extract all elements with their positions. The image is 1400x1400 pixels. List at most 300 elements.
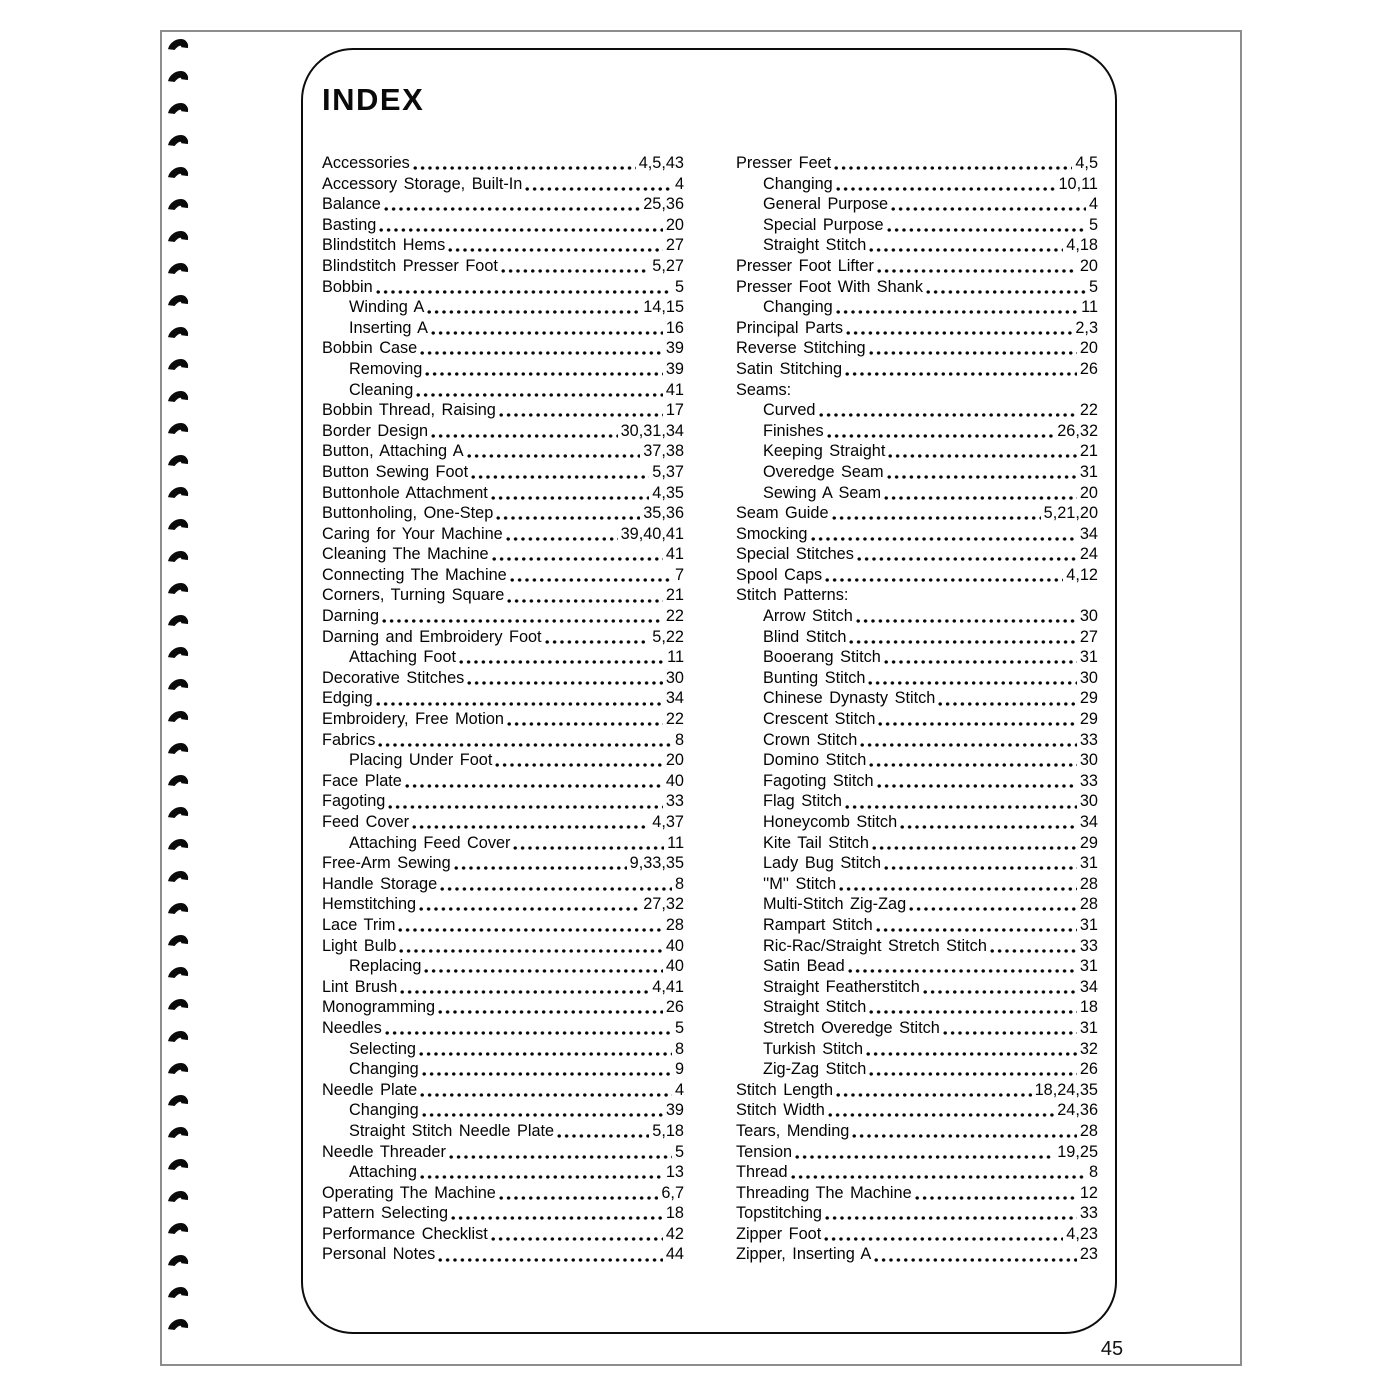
dot-leader xyxy=(852,1134,1077,1138)
entry-page-numbers: 20 xyxy=(665,751,684,770)
entry-label: Threading The Machine xyxy=(736,1183,912,1202)
entry-label: Lint Brush xyxy=(322,977,398,996)
dot-leader xyxy=(471,475,649,479)
spiral-coil-icon xyxy=(164,1123,192,1150)
index-entry xyxy=(322,483,684,504)
spiral-coil-icon xyxy=(164,227,192,254)
dot-leader xyxy=(884,866,1077,870)
entry-label: Personal Notes xyxy=(322,1245,436,1264)
dot-leader xyxy=(836,310,1078,314)
dot-leader xyxy=(499,1196,659,1200)
dot-leader xyxy=(791,1175,1086,1179)
entry-page-numbers: 44 xyxy=(665,1245,684,1264)
entry-label: Multi-Stitch Zig-Zag xyxy=(763,895,907,914)
dot-leader xyxy=(420,1175,663,1179)
entry-page-numbers: 4 xyxy=(674,1080,684,1099)
entry-page-numbers: 8 xyxy=(1088,1163,1098,1182)
index-entry xyxy=(322,1039,684,1060)
entry-label: Inserting A xyxy=(349,318,428,337)
page-number: 45 xyxy=(1100,1338,1124,1360)
spiral-coil-icon xyxy=(164,387,192,414)
entry-label: Changing xyxy=(763,298,833,317)
entry-page-numbers: 23 xyxy=(1079,1245,1098,1264)
entry-label: Turkish Stitch xyxy=(763,1039,864,1058)
entry-label: Fagoting xyxy=(322,792,386,811)
dot-leader xyxy=(877,269,1077,273)
index-entry xyxy=(322,215,684,236)
dot-leader xyxy=(388,805,663,809)
entry-label: Stitch Length xyxy=(736,1080,834,1099)
index-entry xyxy=(322,544,684,565)
dot-leader xyxy=(438,1258,663,1262)
entry-label: Kite Tail Stitch xyxy=(763,833,869,852)
index-entry xyxy=(736,380,1098,401)
entry-label: Zig-Zag Stitch xyxy=(763,1060,867,1079)
entry-label: Fabrics xyxy=(322,730,376,749)
dot-leader xyxy=(872,846,1077,850)
dot-leader xyxy=(869,248,1063,252)
entry-label: Straight Stitch xyxy=(763,236,867,255)
entry-label: Tears, Mending xyxy=(736,1121,850,1140)
entry-label: Darning and Embroidery Foot xyxy=(322,627,542,646)
spiral-coil-icon xyxy=(164,1251,192,1278)
entry-label: Finishes xyxy=(763,421,824,440)
dot-leader xyxy=(884,496,1077,500)
entry-label: Basting xyxy=(322,215,377,234)
index-entry xyxy=(736,297,1098,318)
entry-page-numbers: 39 xyxy=(665,339,684,358)
entry-page-numbers: 31 xyxy=(1079,957,1098,976)
entry-label: Lace Trim xyxy=(322,915,396,934)
dot-leader xyxy=(425,372,663,376)
index-entry xyxy=(322,1059,684,1080)
index-entry xyxy=(322,894,684,915)
dot-leader xyxy=(440,887,672,891)
spiral-coil-icon xyxy=(164,1315,192,1342)
entry-page-numbers: 5 xyxy=(674,277,684,296)
entry-page-numbers: 26 xyxy=(1079,359,1098,378)
spiral-coil-icon xyxy=(164,515,192,542)
entry-page-numbers: 34 xyxy=(665,689,684,708)
dot-leader xyxy=(888,454,1076,458)
dot-leader xyxy=(438,1010,663,1014)
dot-leader xyxy=(926,290,1086,294)
entry-label: Removing xyxy=(349,359,423,378)
entry-page-numbers: 18,24,35 xyxy=(1034,1080,1098,1099)
dot-leader xyxy=(427,310,640,314)
entry-label: Buttonhole Attachment xyxy=(322,483,488,502)
index-entry xyxy=(322,359,684,380)
spiral-coil-icon xyxy=(164,291,192,318)
entry-page-numbers: 29 xyxy=(1079,710,1098,729)
entry-page-numbers: 22 xyxy=(665,710,684,729)
entry-page-numbers: 5,27 xyxy=(652,256,684,275)
dot-leader xyxy=(491,1237,663,1241)
index-entry xyxy=(736,853,1098,874)
index-entry xyxy=(736,1121,1098,1142)
entry-label: Presser Foot With Shank xyxy=(736,277,923,296)
entry-page-numbers: 5 xyxy=(674,1018,684,1037)
entry-label: Zipper Foot xyxy=(736,1224,822,1243)
entry-label: Straight Stitch Needle Plate xyxy=(349,1121,555,1140)
index-entry xyxy=(322,235,684,256)
entry-page-numbers: 26 xyxy=(665,998,684,1017)
entry-page-numbers: 40 xyxy=(665,936,684,955)
entry-label: Fagoting Stitch xyxy=(763,771,874,790)
spiral-coil-icon xyxy=(164,1027,192,1054)
dot-leader xyxy=(909,907,1077,911)
dot-leader xyxy=(376,702,663,706)
index-entry xyxy=(736,483,1098,504)
entry-page-numbers: 22 xyxy=(1079,401,1098,420)
index-entry xyxy=(736,1162,1098,1183)
entry-page-numbers: 4,23 xyxy=(1066,1224,1098,1243)
entry-page-numbers: 18 xyxy=(1079,998,1098,1017)
dot-leader xyxy=(510,578,672,582)
index-entry xyxy=(736,688,1098,709)
dot-leader xyxy=(379,228,663,232)
spiral-coil-icon xyxy=(164,931,192,958)
dot-leader xyxy=(878,722,1076,726)
entry-label: Edging xyxy=(322,689,373,708)
entry-label: Bobbin xyxy=(322,277,373,296)
entry-page-numbers: 40 xyxy=(665,957,684,976)
index-entry xyxy=(322,997,684,1018)
spiral-coil-icon xyxy=(164,419,192,446)
entry-label: Zipper, Inserting A xyxy=(736,1245,872,1264)
spiral-coil-icon xyxy=(164,707,192,734)
dot-leader xyxy=(824,1237,1063,1241)
index-entry xyxy=(322,194,684,215)
entry-page-numbers: 6,7 xyxy=(661,1183,684,1202)
entry-page-numbers: 27 xyxy=(665,236,684,255)
index-entry xyxy=(322,1183,684,1204)
entry-page-numbers: 8 xyxy=(674,1039,684,1058)
entry-page-numbers: 11 xyxy=(667,648,684,667)
spiral-coil-icon xyxy=(164,1091,192,1118)
entry-page-numbers: 31 xyxy=(1079,915,1098,934)
index-entry xyxy=(322,627,684,648)
entry-page-numbers: 33 xyxy=(1079,1204,1098,1223)
entry-label: Attaching Foot xyxy=(349,648,456,667)
dot-leader xyxy=(923,990,1077,994)
entry-label: Presser Feet xyxy=(736,154,832,172)
dot-leader xyxy=(990,949,1077,953)
dot-leader xyxy=(876,928,1077,932)
dot-leader xyxy=(825,578,1063,582)
entry-label: Light Bulb xyxy=(322,936,397,955)
dot-leader xyxy=(422,1113,663,1117)
dot-leader xyxy=(422,1072,672,1076)
dot-leader xyxy=(506,537,618,541)
entry-page-numbers: 5,22 xyxy=(652,627,684,646)
index-entry xyxy=(322,380,684,401)
dot-leader xyxy=(499,413,663,417)
spiral-coil-icon xyxy=(164,995,192,1022)
dot-leader xyxy=(507,722,663,726)
index-entry xyxy=(322,647,684,668)
entry-page-numbers: 9 xyxy=(674,1060,684,1079)
entry-page-numbers: 12 xyxy=(1079,1183,1098,1202)
index-entry xyxy=(736,462,1098,483)
entry-label: Needle Plate xyxy=(322,1080,418,1099)
entry-page-numbers: 33 xyxy=(1079,730,1098,749)
entry-label: Seams: xyxy=(736,380,792,399)
entry-label: ''M'' Stitch xyxy=(763,874,837,893)
index-entry xyxy=(322,1018,684,1039)
entry-label: Stitch Patterns: xyxy=(736,586,849,605)
dot-leader xyxy=(507,599,663,603)
entry-page-numbers: 4,41 xyxy=(652,977,684,996)
entry-label: Rampart Stitch xyxy=(763,915,873,934)
dot-leader xyxy=(451,1216,663,1220)
entry-label: Spool Caps xyxy=(736,565,823,584)
index-entry xyxy=(736,174,1098,195)
dot-leader xyxy=(832,516,1041,520)
dot-leader xyxy=(825,1216,1077,1220)
dot-leader xyxy=(459,660,664,664)
entry-label: Straight Featherstitch xyxy=(763,977,920,996)
entry-page-numbers: 5,18 xyxy=(652,1121,684,1140)
dot-leader xyxy=(845,372,1077,376)
index-entry xyxy=(322,812,684,833)
index-entry xyxy=(322,297,684,318)
index-entry xyxy=(736,833,1098,854)
entry-page-numbers: 4 xyxy=(1088,195,1098,214)
entry-label: Attaching xyxy=(349,1163,417,1182)
entry-label: Bunting Stitch xyxy=(763,668,866,687)
dot-leader xyxy=(845,805,1077,809)
entry-label: Stretch Overedge Stitch xyxy=(763,1018,940,1037)
index-entry xyxy=(736,585,1098,606)
dot-leader xyxy=(900,825,1077,829)
page-title: INDEX xyxy=(322,82,425,117)
entry-page-numbers: 33 xyxy=(665,792,684,811)
dot-leader xyxy=(420,351,663,355)
entry-page-numbers: 18 xyxy=(665,1204,684,1223)
dot-leader xyxy=(412,825,649,829)
entry-label: Flag Stitch xyxy=(763,792,842,811)
dot-leader xyxy=(376,290,672,294)
index-entry xyxy=(322,750,684,771)
entry-label: Special Purpose xyxy=(763,215,884,234)
dot-leader xyxy=(413,166,636,170)
index-entry xyxy=(736,503,1098,524)
dot-leader xyxy=(449,1155,672,1159)
dot-leader xyxy=(557,1134,649,1138)
dot-leader xyxy=(869,351,1077,355)
entry-page-numbers: 4,12 xyxy=(1066,565,1098,584)
entry-label: Sewing A Seam xyxy=(763,483,882,502)
entry-page-numbers: 31 xyxy=(1079,854,1098,873)
entry-label: Lady Bug Stitch xyxy=(763,854,882,873)
entry-label: Crescent Stitch xyxy=(763,710,876,729)
index-entry xyxy=(322,1162,684,1183)
entry-page-numbers: 4,5 xyxy=(1075,154,1098,172)
dot-leader xyxy=(399,949,662,953)
index-entry xyxy=(736,318,1098,339)
entry-label: Curved xyxy=(763,401,816,420)
entry-label: Blindstitch Hems xyxy=(322,236,446,255)
entry-page-numbers: 14,15 xyxy=(643,298,684,317)
dot-leader xyxy=(887,228,1086,232)
entry-label: Performance Checklist xyxy=(322,1224,488,1243)
index-entry xyxy=(736,544,1098,565)
dot-leader xyxy=(384,207,640,211)
entry-page-numbers: 42 xyxy=(665,1224,684,1243)
index-entry xyxy=(736,730,1098,751)
entry-label: Topstitching xyxy=(736,1204,822,1223)
spiral-coil-icon xyxy=(164,611,192,638)
index-entry xyxy=(736,936,1098,957)
entry-label: Button Sewing Foot xyxy=(322,462,469,481)
index-entry xyxy=(736,441,1098,462)
entry-page-numbers: 20 xyxy=(1079,339,1098,358)
index-entry xyxy=(736,997,1098,1018)
entry-label: Hemstitching xyxy=(322,895,417,914)
dot-leader xyxy=(869,763,1077,767)
index-entry xyxy=(322,1244,684,1265)
entry-page-numbers: 41 xyxy=(665,545,684,564)
entry-page-numbers: 31 xyxy=(1079,1018,1098,1037)
entry-label: Smocking xyxy=(736,524,808,543)
entry-label: Tension xyxy=(736,1142,793,1161)
dot-leader xyxy=(467,681,663,685)
dot-leader xyxy=(866,1052,1077,1056)
entry-label: Button, Attaching A xyxy=(322,442,464,461)
dot-leader xyxy=(877,784,1077,788)
entry-label: Blind Stitch xyxy=(763,627,847,646)
dot-leader xyxy=(545,640,650,644)
index-entry xyxy=(736,977,1098,998)
entry-page-numbers: 34 xyxy=(1079,524,1098,543)
index-entry xyxy=(736,791,1098,812)
index-entry xyxy=(322,524,684,545)
entry-page-numbers: 20 xyxy=(1079,256,1098,275)
dot-leader xyxy=(431,331,663,335)
spiral-coil-icon xyxy=(164,67,192,94)
entry-label: Changing xyxy=(349,1101,419,1120)
entry-page-numbers: 33 xyxy=(1079,771,1098,790)
entry-label: Satin Bead xyxy=(763,957,845,976)
entry-label: Connecting The Machine xyxy=(322,565,507,584)
dot-leader xyxy=(860,743,1077,747)
spiral-coil-icon xyxy=(164,1155,192,1182)
entry-page-numbers: 28 xyxy=(1079,874,1098,893)
dot-leader xyxy=(496,516,640,520)
entry-page-numbers: 20 xyxy=(1079,483,1098,502)
entry-page-numbers: 2,3 xyxy=(1075,318,1098,337)
index-entry xyxy=(736,194,1098,215)
entry-page-numbers: 26 xyxy=(1079,1060,1098,1079)
entry-label: Darning xyxy=(322,607,380,626)
index-entry xyxy=(322,277,684,298)
spiral-coil-icon xyxy=(164,547,192,574)
index-entry xyxy=(322,936,684,957)
entry-label: Changing xyxy=(349,1060,419,1079)
entry-page-numbers: 39 xyxy=(665,359,684,378)
index-entry xyxy=(736,750,1098,771)
entry-label: Corners, Turning Square xyxy=(322,586,505,605)
entry-page-numbers: 41 xyxy=(665,380,684,399)
entry-page-numbers: 30 xyxy=(1079,792,1098,811)
spiral-coil-icon xyxy=(164,259,192,286)
index-entry xyxy=(736,400,1098,421)
dot-leader xyxy=(836,187,1056,191)
entry-page-numbers: 28 xyxy=(665,915,684,934)
dot-leader xyxy=(795,1155,1054,1159)
entry-label: Attaching Feed Cover xyxy=(349,833,511,852)
entry-label: Free-Arm Sewing xyxy=(322,854,451,873)
entry-label: Honeycomb Stitch xyxy=(763,813,898,831)
entry-label: Buttonholing, One-Step xyxy=(322,504,494,523)
spiral-coil-icon xyxy=(164,99,192,126)
index-entry xyxy=(736,1018,1098,1039)
dot-leader xyxy=(848,969,1077,973)
index-entry xyxy=(322,853,684,874)
spiral-coil-icon xyxy=(164,1283,192,1310)
index-entry xyxy=(322,1100,684,1121)
entry-label: Bobbin Case xyxy=(322,339,418,358)
index-entry xyxy=(322,1121,684,1142)
entry-page-numbers: 30 xyxy=(1079,751,1098,770)
spiral-coil-icon xyxy=(164,451,192,478)
index-entry xyxy=(322,338,684,359)
dot-leader xyxy=(382,619,663,623)
spiral-coil-icon xyxy=(164,835,192,862)
entry-page-numbers: 20 xyxy=(665,215,684,234)
index-entry xyxy=(736,709,1098,730)
index-entry xyxy=(736,1183,1098,1204)
index-entry xyxy=(322,833,684,854)
spiral-coil-icon xyxy=(164,483,192,510)
dot-leader xyxy=(836,1093,1032,1097)
dot-leader xyxy=(419,1052,672,1056)
entry-page-numbers: 5 xyxy=(1088,277,1098,296)
entry-label: Needles xyxy=(322,1018,382,1037)
spiral-coil-icon xyxy=(164,739,192,766)
entry-page-numbers: 39 xyxy=(665,1101,684,1120)
dot-leader xyxy=(431,434,618,438)
dot-leader xyxy=(405,784,663,788)
index-entry xyxy=(736,894,1098,915)
entry-page-numbers: 5,37 xyxy=(652,462,684,481)
index-entry xyxy=(322,400,684,421)
entry-label: Embroidery, Free Motion xyxy=(322,710,504,729)
index-entry xyxy=(736,1100,1098,1121)
entry-page-numbers: 30 xyxy=(665,668,684,687)
dot-leader xyxy=(424,969,662,973)
entry-page-numbers: 4,37 xyxy=(652,813,684,831)
entry-label: Face Plate xyxy=(322,771,402,790)
dot-leader xyxy=(385,1031,672,1035)
spiral-coil-icon xyxy=(164,1219,192,1246)
entry-label: Booerang Stitch xyxy=(763,648,881,667)
spiral-coil-icon xyxy=(164,867,192,894)
spiral-coil-icon xyxy=(164,1187,192,1214)
index-entry xyxy=(736,565,1098,586)
index-entry xyxy=(322,174,684,195)
entry-page-numbers: 39,40,41 xyxy=(620,524,684,543)
index-entry xyxy=(736,1142,1098,1163)
entry-page-numbers: 17 xyxy=(665,401,684,420)
dot-leader xyxy=(811,537,1077,541)
dot-leader xyxy=(869,1072,1077,1076)
dot-leader xyxy=(891,207,1086,211)
entry-page-numbers: 26,32 xyxy=(1057,421,1098,440)
dot-leader xyxy=(416,393,663,397)
dot-leader xyxy=(819,413,1077,417)
